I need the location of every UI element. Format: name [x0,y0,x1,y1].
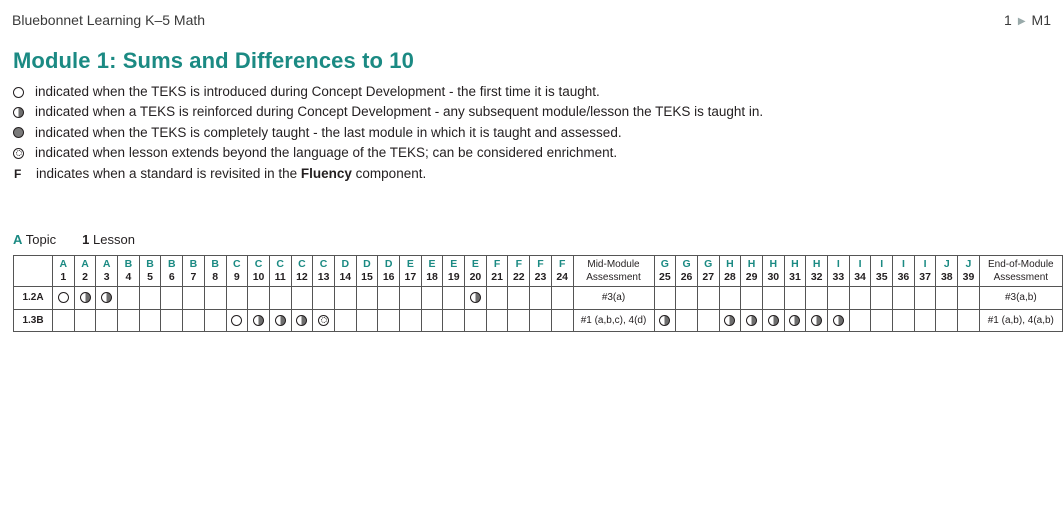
table-cell [762,287,784,310]
table-cell [719,309,741,332]
half-circle-icon [275,315,286,326]
column-lesson: 31 [789,271,801,283]
column-header [248,256,270,287]
table-cell [741,287,763,310]
half-circle-icon [659,315,670,326]
chevron-right-icon: ▶ [1017,16,1026,27]
column-topic: B [124,258,133,270]
column-topic: I [836,258,840,270]
table-cell [53,287,75,310]
column-lesson: 39 [962,271,975,283]
column-header [530,256,552,287]
legend-item [13,82,763,102]
table-cell [654,309,676,332]
column-topic: E [406,258,414,270]
column-topic: A [102,258,111,270]
column-lesson: 4 [125,271,132,283]
column-lesson: 11 [274,271,286,283]
column-topic: C [298,258,306,270]
key-topic-label: Topic [25,232,57,247]
column-lesson: 2 [82,271,88,283]
column-topic: C [276,258,285,270]
half-circle-icon [296,315,307,326]
half-circle-icon [811,315,822,326]
column-header [979,256,1062,287]
table-key [13,232,135,247]
half-circle-icon [13,107,24,118]
table-cell [486,309,508,332]
column-topic: C [233,258,241,270]
table-cell [697,309,719,332]
table-cell: #3(a) [573,287,654,310]
column-header [741,256,763,287]
table-cell [914,309,936,332]
table-cell [269,287,291,310]
table-cell [139,309,161,332]
table-cell [530,287,552,310]
column-header [139,256,161,287]
table-cell [421,309,443,332]
table-cell [508,287,530,310]
page-title: Module 1: Sums and Differences to 10 [13,48,414,73]
table-cell [356,287,378,310]
column-topic: G [682,258,691,270]
column-header [486,256,508,287]
table-cell [378,309,400,332]
column-header [697,256,719,287]
column-lesson: 25 [659,271,671,283]
table-cell [421,287,443,310]
half-circle-icon [746,315,757,326]
column-topic: D [384,258,393,270]
column-topic: F [493,258,501,270]
table-cell: #3(a,b) [979,287,1062,310]
table-cell [741,309,763,332]
column-lesson: 37 [919,271,931,283]
table-cell [291,287,313,310]
legend-text: indicated when a TEKS is reinforced during Concept Development - any subsequent module/lesson the TEKS is taught in. [35,104,764,120]
column-lesson: 33 [832,271,845,283]
half-circle-icon [470,292,481,303]
key-lesson-number: 1 [82,232,90,247]
table-cell [118,309,140,332]
outline-circle-icon [58,292,69,303]
column-lesson: 9 [233,271,240,283]
teks-label: 1.3B [14,309,53,332]
table-cell [226,287,248,310]
column-lesson: 16 [382,271,395,283]
column-lesson: 35 [875,271,888,283]
column-lesson: 24 [556,271,568,283]
table-cell [893,287,915,310]
column-topic: H [769,258,778,270]
column-header [828,256,850,287]
dotted-circle-icon [13,148,24,159]
column-topic: Mid-Module [587,259,640,270]
half-circle-icon [724,315,735,326]
module-code: M1 [1031,12,1051,28]
legend-item [13,123,763,143]
table-cell [784,287,806,310]
column-header [465,256,487,287]
table-cell [676,287,698,310]
legend [13,82,763,184]
column-lesson: 38 [940,271,953,283]
table-cell [183,309,205,332]
column-lesson: 23 [534,271,547,283]
column-lesson: 28 [724,271,736,283]
column-topic: B [146,258,154,270]
column-topic: F [515,258,522,270]
table-cell [334,309,356,332]
column-topic: I [901,258,905,270]
column-header [806,256,828,287]
outline-circle-icon [13,87,24,98]
column-header [356,256,378,287]
column-header [269,256,291,287]
column-header [161,256,183,287]
column-header [74,256,96,287]
table-cell [914,287,936,310]
column-lesson: 6 [168,271,175,283]
column-lesson: 19 [447,271,460,283]
table-cell [248,287,270,310]
column-topic: B [167,258,176,270]
column-topic: F [537,258,544,270]
table-cell [96,287,118,310]
column-header [226,256,248,287]
table-cell [118,287,140,310]
table-cell [269,309,291,332]
column-header [654,256,676,287]
table-cell [443,287,465,310]
table-cell [226,309,248,332]
column-topic: F [558,258,566,270]
column-header [508,256,530,287]
table-cell [828,309,850,332]
column-lesson: 15 [361,271,373,283]
column-lesson: 3 [103,271,110,283]
column-topic: C [254,258,263,270]
column-topic: D [363,258,371,270]
column-header [96,256,118,287]
column-lesson: 1 [60,271,67,283]
teks-label: 1.2A [14,287,53,310]
table-cell [936,309,958,332]
table-cell [551,309,573,332]
page-indicator [1004,12,1051,28]
column-topic: C [319,258,328,270]
half-circle-icon [789,315,800,326]
column-lesson: 12 [296,271,308,283]
table-cell [676,309,698,332]
table-row [14,287,1063,310]
column-topic: End-of-Module [988,259,1054,270]
legend-text: indicated when the TEKS is completely taught - the last module in which it is taught and assessed. [35,124,622,140]
table-cell [486,287,508,310]
table-cell [762,309,784,332]
table-cell [291,309,313,332]
table-cell [828,287,850,310]
table-cell [400,309,422,332]
column-header [573,256,654,287]
table-cell [849,287,871,310]
table-cell [313,287,335,310]
column-lesson: 10 [252,271,265,283]
column-topic: I [923,258,927,270]
half-circle-icon [833,315,844,326]
column-lesson: 18 [426,271,438,283]
page-number: 1 [1004,12,1012,28]
column-lesson: 14 [339,271,352,283]
column-lesson: Assessment [993,272,1049,283]
column-topic: E [471,258,479,270]
column-lesson: 30 [767,271,780,283]
table-cell [313,309,335,332]
table-cell [719,287,741,310]
column-header [871,256,893,287]
column-topic: G [660,258,669,270]
column-lesson: 29 [745,271,758,283]
table-cell [204,309,226,332]
table-cell [806,309,828,332]
table-cell [443,309,465,332]
column-lesson: 17 [404,271,417,283]
half-circle-icon [80,292,91,303]
column-topic: B [211,258,219,270]
table-cell [530,309,552,332]
fluency-symbol: F [14,166,22,181]
table-cell [936,287,958,310]
table-cell [139,287,161,310]
column-topic: J [965,258,972,270]
column-header [421,256,443,287]
column-lesson: 22 [512,271,525,283]
column-header [893,256,915,287]
table-row [14,309,1063,332]
column-lesson: 36 [897,271,910,283]
column-header [53,256,75,287]
column-header [914,256,936,287]
table-cell [508,309,530,332]
table-cell [334,287,356,310]
column-topic: H [791,258,799,270]
table-cell [465,309,487,332]
table-cell [248,309,270,332]
column-header [183,256,205,287]
table-cell [53,309,75,332]
table-cell [74,309,96,332]
column-lesson: 5 [147,271,154,283]
column-header [958,256,980,287]
legend-text: indicated when the TEKS is introduced during Concept Development - the first time it is taught. [35,84,600,99]
legend-text: indicates when a standard is revisited in the Fluency component. [36,165,427,181]
table-cell [784,309,806,332]
table-cell [893,309,915,332]
column-header [378,256,400,287]
legend-item [13,143,763,163]
column-lesson: 34 [854,271,866,283]
column-topic: H [747,258,756,270]
column-lesson: Assessment [586,272,641,283]
half-circle-icon [253,315,264,326]
dotted-circle-icon [318,315,329,326]
table-cell [161,309,183,332]
table-cell [697,287,719,310]
table-cell [871,309,893,332]
table-cell [96,309,118,332]
table-cell [958,309,980,332]
column-topic: A [59,258,68,270]
column-lesson: 20 [469,271,482,283]
table-cell [958,287,980,310]
table-cell [183,287,205,310]
column-topic: B [189,258,198,270]
column-header [719,256,741,287]
key-topic-letter: A [13,232,23,247]
column-topic: I [880,258,884,270]
legend-item [13,102,763,122]
column-topic: D [341,258,350,270]
column-topic: H [812,258,821,270]
column-lesson: 26 [680,271,693,283]
column-lesson: 32 [810,271,823,283]
column-header [676,256,698,287]
table-cell [806,287,828,310]
half-circle-icon [768,315,779,326]
table-cell: #1 (a,b,c), 4(d) [573,309,654,332]
column-header [762,256,784,287]
table-cell [161,287,183,310]
table-cell [551,287,573,310]
column-topic: E [428,258,436,270]
column-header [313,256,335,287]
column-topic: G [704,258,713,270]
column-topic: A [81,258,89,270]
column-lesson: 27 [702,271,715,283]
corner-cell [14,256,53,287]
full-circle-icon [13,127,24,138]
column-topic: I [858,258,862,270]
column-lesson: 7 [190,271,197,283]
half-circle-icon [101,292,112,303]
table-cell [356,309,378,332]
key-lesson-label: Lesson [93,232,135,247]
column-header [291,256,313,287]
column-topic: E [450,258,458,270]
curriculum-name: Bluebonnet Learning K–5 Math [12,12,206,28]
table-cell [400,287,422,310]
column-header [849,256,871,287]
legend-text: indicated when lesson extends beyond the language of the TEKS; can be considered enrichment. [35,145,618,161]
table-cell [654,287,676,310]
column-header [551,256,573,287]
table-cell [204,287,226,310]
table-cell: #1 (a,b), 4(a,b) [979,309,1062,332]
table-cell [871,287,893,310]
column-header [936,256,958,287]
column-header [334,256,356,287]
teks-alignment-table [13,255,1063,332]
column-header [443,256,465,287]
column-header [204,256,226,287]
column-topic: J [943,258,950,270]
table-cell [378,287,400,310]
table-cell [849,309,871,332]
column-lesson: 21 [491,271,503,283]
outline-circle-icon [231,315,242,326]
table-cell [465,287,487,310]
legend-item [13,164,763,184]
column-header [784,256,806,287]
column-header [118,256,140,287]
table-cell [74,287,96,310]
column-header [400,256,422,287]
column-topic: H [726,258,734,270]
column-lesson: 13 [317,271,330,283]
column-lesson: 8 [212,271,219,283]
